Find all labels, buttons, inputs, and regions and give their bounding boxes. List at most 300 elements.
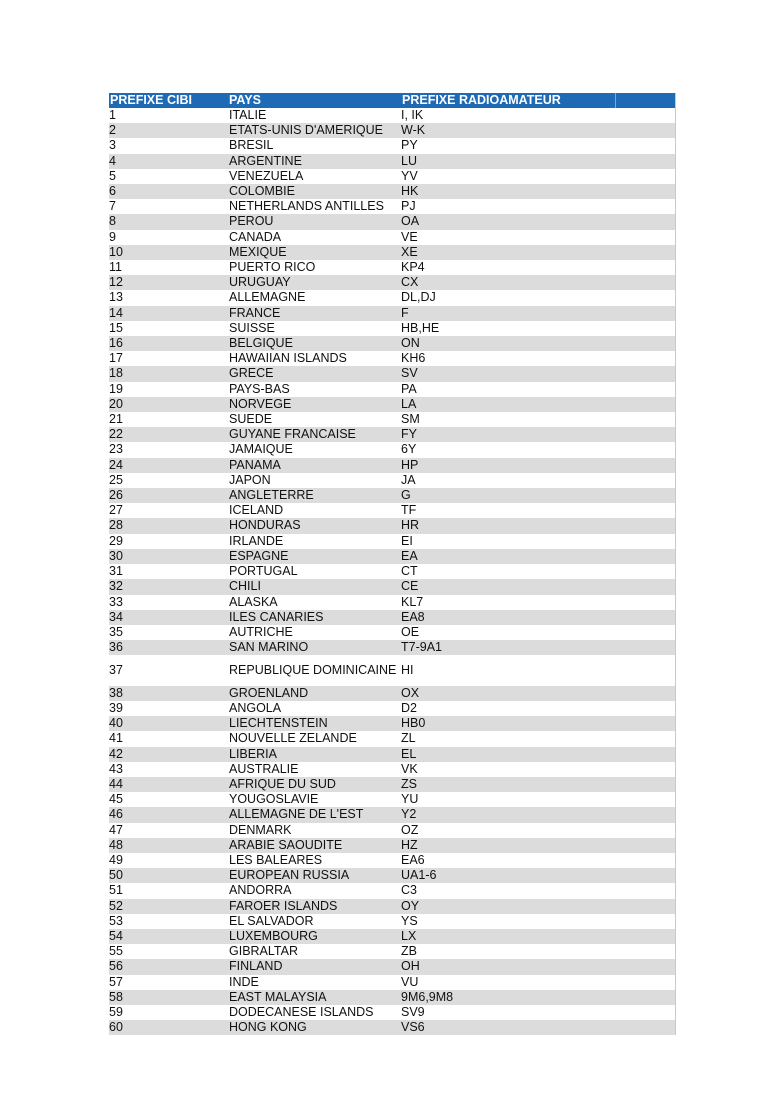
cell-pays: SUEDE (229, 412, 273, 427)
cell-prefixe-radioamateur: W-K (401, 123, 426, 138)
table-row (109, 883, 675, 898)
cell-prefixe-radioamateur: LX (401, 928, 417, 943)
cell-pays: ESPAGNE (229, 548, 289, 563)
cell-prefixe-cibi: 56 (109, 959, 123, 974)
cell-prefixe-radioamateur: T7-9A1 (401, 640, 442, 655)
table-row (109, 473, 675, 488)
cell-prefixe-radioamateur: OZ (401, 822, 419, 837)
cell-prefixe-cibi: 46 (109, 807, 123, 822)
cell-prefixe-cibi: 28 (109, 518, 123, 533)
cell-pays: GRECE (229, 366, 274, 381)
cell-prefixe-cibi: 19 (109, 381, 123, 396)
cell-prefixe-cibi: 5 (109, 168, 116, 183)
cell-empty (615, 412, 675, 427)
cell-prefixe-cibi: 60 (109, 1020, 123, 1035)
cell-prefixe-radioamateur: VU (401, 974, 419, 989)
cell-pays: NETHERLANDS ANTILLES (229, 199, 384, 214)
cell-pays: ILES CANARIES (229, 609, 324, 624)
cell-prefixe-cibi: 20 (109, 396, 123, 411)
cell-prefixe-radioamateur: HP (401, 457, 419, 472)
table-row (109, 184, 675, 199)
table-row (109, 199, 675, 214)
table-row (109, 701, 675, 716)
cell-prefixe-cibi: 13 (109, 290, 123, 305)
table-row (109, 154, 675, 169)
cell-empty (615, 397, 675, 412)
cell-empty (615, 944, 675, 959)
cell-prefixe-cibi: 49 (109, 852, 123, 867)
table-row (109, 899, 675, 914)
cell-prefixe-radioamateur: EA6 (401, 852, 425, 867)
cell-prefixe-cibi: 48 (109, 837, 123, 852)
table-row (109, 610, 675, 625)
cell-empty (615, 762, 675, 777)
cell-pays: ALASKA (229, 594, 278, 609)
prefix-table (109, 93, 675, 1035)
cell-empty (615, 959, 675, 974)
cell-prefixe-cibi: 50 (109, 868, 123, 883)
cell-empty (615, 731, 675, 746)
cell-empty (615, 290, 675, 305)
cell-empty (615, 230, 675, 245)
cell-pays: INDE (229, 974, 259, 989)
cell-empty (615, 1020, 675, 1035)
prefix-table-frame (109, 93, 676, 1035)
cell-prefixe-radioamateur: SM (401, 412, 420, 427)
cell-prefixe-radioamateur: YU (401, 792, 419, 807)
cell-empty (615, 214, 675, 229)
table-row (109, 488, 675, 503)
cell-prefixe-cibi: 22 (109, 427, 123, 442)
cell-prefixe-cibi: 8 (109, 214, 116, 229)
cell-prefixe-radioamateur: OE (401, 624, 420, 639)
cell-prefixe-cibi: 26 (109, 488, 123, 503)
table-row (109, 823, 675, 838)
cell-empty (615, 686, 675, 701)
cell-pays: HONDURAS (229, 518, 301, 533)
cell-pays: LIBERIA (229, 746, 277, 761)
cell-prefixe-radioamateur: OX (401, 685, 420, 700)
cell-pays: ALLEMAGNE DE L'EST (229, 807, 364, 822)
cell-prefixe-cibi: 27 (109, 503, 123, 518)
cell-empty (615, 777, 675, 792)
cell-pays: ICELAND (229, 503, 284, 518)
cell-pays: ALLEMAGNE (229, 290, 306, 305)
cell-prefixe-radioamateur: ZS (401, 776, 417, 791)
cell-prefixe-radioamateur: VS6 (401, 1020, 425, 1035)
cell-prefixe-cibi: 15 (109, 320, 123, 335)
table-row (109, 579, 675, 594)
table-row (109, 792, 675, 807)
cell-empty (615, 442, 675, 457)
header-empty-cell (615, 93, 675, 108)
cell-prefixe-radioamateur: VK (401, 761, 418, 776)
cell-pays: YOUGOSLAVIE (229, 792, 319, 807)
table-row (109, 807, 675, 822)
table-row (109, 518, 675, 533)
cell-prefixe-cibi: 21 (109, 412, 123, 427)
cell-pays: HONG KONG (229, 1020, 307, 1035)
cell-empty (615, 458, 675, 473)
cell-empty (615, 807, 675, 822)
cell-pays: ARABIE SAOUDITE (229, 837, 343, 852)
table-row (109, 412, 675, 427)
cell-prefixe-cibi: 38 (109, 685, 123, 700)
cell-prefixe-cibi: 30 (109, 548, 123, 563)
cell-empty (615, 610, 675, 625)
cell-prefixe-radioamateur: CE (401, 579, 419, 594)
cell-prefixe-radioamateur: KH6 (401, 351, 426, 366)
cell-empty (615, 138, 675, 153)
cell-prefixe-cibi: 42 (109, 746, 123, 761)
cell-prefixe-cibi: 45 (109, 792, 123, 807)
cell-prefixe-radioamateur: EL (401, 746, 417, 761)
cell-prefixe-radioamateur: KP4 (401, 260, 425, 275)
cell-pays: CANADA (229, 229, 282, 244)
cell-prefixe-cibi: 6 (109, 184, 116, 199)
cell-prefixe-cibi: 58 (109, 989, 123, 1004)
cell-prefixe-radioamateur: HK (401, 184, 419, 199)
table-row (109, 290, 675, 305)
table-row (109, 366, 675, 381)
cell-pays: LIECHTENSTEIN (229, 716, 328, 731)
cell-prefixe-cibi: 44 (109, 776, 123, 791)
cell-pays: PAYS-BAS (229, 381, 290, 396)
table-row (109, 640, 675, 655)
table-row (109, 762, 675, 777)
cell-empty (615, 975, 675, 990)
cell-empty (615, 549, 675, 564)
cell-prefixe-radioamateur: OY (401, 898, 420, 913)
cell-empty (615, 1005, 675, 1020)
table-row (109, 427, 675, 442)
table-row (109, 442, 675, 457)
table-row (109, 549, 675, 564)
cell-empty (615, 747, 675, 762)
cell-prefixe-cibi: 29 (109, 533, 123, 548)
cell-pays: AUSTRALIE (229, 761, 299, 776)
cell-prefixe-radioamateur: OA (401, 214, 420, 229)
cell-prefixe-cibi: 18 (109, 366, 123, 381)
cell-prefixe-radioamateur: I, IK (401, 108, 424, 122)
cell-prefixe-cibi: 36 (109, 640, 123, 655)
table-row (109, 214, 675, 229)
cell-pays: VENEZUELA (229, 168, 304, 183)
cell-prefixe-cibi: 9 (109, 229, 116, 244)
table-row (109, 975, 675, 990)
cell-empty (615, 853, 675, 868)
cell-prefixe-cibi: 23 (109, 442, 123, 457)
cell-empty (615, 108, 675, 123)
cell-prefixe-radioamateur: YS (401, 913, 418, 928)
cell-prefixe-radioamateur: D2 (401, 700, 417, 715)
cell-prefixe-radioamateur: DL,DJ (401, 290, 436, 305)
cell-pays: COLOMBIE (229, 184, 295, 199)
cell-empty (615, 929, 675, 944)
cell-prefixe-cibi: 32 (109, 579, 123, 594)
cell-pays: LUXEMBOURG (229, 928, 318, 943)
table-row (109, 868, 675, 883)
cell-prefixe-radioamateur: KL7 (401, 594, 424, 609)
table-row (109, 458, 675, 473)
cell-pays: AFRIQUE DU SUD (229, 776, 336, 791)
table-row (109, 503, 675, 518)
cell-empty (615, 169, 675, 184)
cell-empty (615, 518, 675, 533)
cell-pays: REPUBLIQUE DOMINICAINE (229, 662, 397, 677)
cell-prefixe-radioamateur: CT (401, 564, 418, 579)
table-row (109, 625, 675, 640)
cell-pays: CHILI (229, 579, 261, 594)
table-row (109, 321, 675, 336)
cell-prefixe-radioamateur: 6Y (401, 442, 417, 457)
cell-prefixe-cibi: 25 (109, 472, 123, 487)
table-row (109, 123, 675, 138)
cell-empty (615, 595, 675, 610)
table-row (109, 944, 675, 959)
cell-prefixe-cibi: 4 (109, 153, 116, 168)
cell-empty (615, 899, 675, 914)
cell-pays: JAPON (229, 472, 271, 487)
table-row (109, 716, 675, 731)
cell-pays: FRANCE (229, 305, 281, 320)
cell-pays: ARGENTINE (229, 153, 302, 168)
cell-pays: DODECANESE ISLANDS (229, 1004, 374, 1019)
cell-empty (615, 579, 675, 594)
table-row (109, 929, 675, 944)
table-row (109, 245, 675, 260)
cell-prefixe-radioamateur: G (401, 488, 411, 503)
cell-empty (615, 275, 675, 290)
cell-prefixe-radioamateur: 9M6,9M8 (401, 989, 454, 1004)
cell-prefixe-cibi: 33 (109, 594, 123, 609)
cell-prefixe-radioamateur: ON (401, 336, 420, 351)
cell-prefixe-cibi: 24 (109, 457, 123, 472)
cell-prefixe-radioamateur: HI (401, 662, 414, 677)
cell-pays: GUYANE FRANCAISE (229, 427, 356, 442)
table-row (109, 169, 675, 184)
cell-pays: DENMARK (229, 822, 292, 837)
cell-pays: BELGIQUE (229, 336, 293, 351)
header-prefixe-cibi: PREFIXE CIBI (110, 93, 192, 107)
cell-prefixe-cibi: 53 (109, 913, 123, 928)
table-row (109, 655, 675, 685)
cell-prefixe-cibi: 40 (109, 716, 123, 731)
cell-pays: FAROER ISLANDS (229, 898, 338, 913)
cell-prefixe-cibi: 41 (109, 731, 123, 746)
table-row (109, 564, 675, 579)
cell-prefixe-cibi: 52 (109, 898, 123, 913)
cell-prefixe-cibi: 37 (109, 662, 123, 677)
cell-prefixe-radioamateur: CX (401, 275, 419, 290)
table-body (109, 108, 675, 1035)
cell-prefixe-cibi: 2 (109, 123, 116, 138)
cell-prefixe-radioamateur: JA (401, 472, 416, 487)
cell-prefixe-radioamateur: LA (401, 396, 417, 411)
cell-pays: NOUVELLE ZELANDE (229, 731, 357, 746)
cell-pays: SUISSE (229, 320, 275, 335)
cell-empty (615, 351, 675, 366)
cell-empty (615, 199, 675, 214)
cell-empty (615, 382, 675, 397)
cell-empty (615, 245, 675, 260)
cell-pays: EUROPEAN RUSSIA (229, 868, 350, 883)
cell-pays: ANGOLA (229, 700, 282, 715)
cell-empty (615, 336, 675, 351)
table-row (109, 595, 675, 610)
table-row (109, 534, 675, 549)
cell-empty (615, 260, 675, 275)
cell-prefixe-cibi: 17 (109, 351, 123, 366)
table-row (109, 914, 675, 929)
cell-prefixe-cibi: 39 (109, 700, 123, 715)
cell-empty (615, 823, 675, 838)
cell-prefixe-radioamateur: VE (401, 229, 418, 244)
cell-pays: HAWAIIAN ISLANDS (229, 351, 347, 366)
table-row (109, 397, 675, 412)
cell-empty (615, 701, 675, 716)
table-row (109, 138, 675, 153)
cell-pays: EAST MALAYSIA (229, 989, 327, 1004)
cell-prefixe-cibi: 16 (109, 336, 123, 351)
cell-pays: NORVEGE (229, 396, 292, 411)
cell-empty (615, 427, 675, 442)
cell-prefixe-radioamateur: HB,HE (401, 320, 440, 335)
table-row (109, 959, 675, 974)
cell-prefixe-radioamateur: HR (401, 518, 420, 533)
cell-pays: GIBRALTAR (229, 944, 298, 959)
cell-pays: ANGLETERRE (229, 488, 314, 503)
cell-pays: PANAMA (229, 457, 281, 472)
header-prefixe-radioamateur: PREFIXE RADIOAMATEUR (402, 93, 561, 107)
cell-prefixe-cibi: 3 (109, 138, 116, 153)
cell-pays: BRESIL (229, 138, 274, 153)
cell-pays: AUTRICHE (229, 624, 293, 639)
cell-prefixe-radioamateur: SV9 (401, 1004, 425, 1019)
cell-prefixe-cibi: 35 (109, 624, 123, 639)
cell-pays: PORTUGAL (229, 564, 298, 579)
cell-prefixe-cibi: 10 (109, 244, 123, 259)
cell-pays: LES BALEARES (229, 852, 323, 867)
cell-pays: FINLAND (229, 959, 283, 974)
table-row (109, 382, 675, 397)
header-row (109, 93, 675, 108)
cell-prefixe-cibi: 51 (109, 883, 123, 898)
cell-empty (615, 534, 675, 549)
cell-empty (615, 184, 675, 199)
table-row (109, 306, 675, 321)
table-row (109, 230, 675, 245)
cell-prefixe-cibi: 43 (109, 761, 123, 776)
cell-prefixe-cibi: 31 (109, 564, 123, 579)
cell-pays: ANDORRA (229, 883, 292, 898)
table-row (109, 1005, 675, 1020)
cell-prefixe-cibi: 7 (109, 199, 116, 214)
cell-prefixe-radioamateur: FY (401, 427, 417, 442)
cell-prefixe-radioamateur: ZB (401, 944, 417, 959)
cell-prefixe-radioamateur: Y2 (401, 807, 417, 822)
cell-pays: JAMAIQUE (229, 442, 293, 457)
table-row (109, 686, 675, 701)
cell-empty (615, 321, 675, 336)
cell-prefixe-cibi: 34 (109, 609, 123, 624)
cell-pays: ETATS-UNIS D'AMERIQUE (229, 123, 384, 138)
table-row (109, 838, 675, 853)
table-row (109, 336, 675, 351)
cell-empty (615, 306, 675, 321)
cell-prefixe-radioamateur: YV (401, 168, 418, 183)
table-row (109, 260, 675, 275)
cell-prefixe-radioamateur: HB0 (401, 716, 426, 731)
cell-prefixe-radioamateur: SV (401, 366, 418, 381)
cell-prefixe-radioamateur: LU (401, 153, 417, 168)
cell-prefixe-radioamateur: F (401, 305, 409, 320)
table-row (109, 990, 675, 1005)
cell-prefixe-cibi: 55 (109, 944, 123, 959)
cell-pays: ITALIE (229, 108, 267, 122)
cell-empty (615, 625, 675, 640)
cell-prefixe-cibi: 1 (109, 108, 116, 122)
cell-prefixe-cibi: 12 (109, 275, 123, 290)
cell-pays: EL SALVADOR (229, 913, 314, 928)
table-header (109, 93, 675, 108)
table-row (109, 731, 675, 746)
cell-prefixe-cibi: 57 (109, 974, 123, 989)
cell-empty (615, 154, 675, 169)
cell-prefixe-cibi: 47 (109, 822, 123, 837)
cell-pays: GROENLAND (229, 685, 309, 700)
cell-prefixe-radioamateur: EA8 (401, 609, 425, 624)
cell-empty (615, 503, 675, 518)
cell-empty (615, 716, 675, 731)
cell-prefixe-radioamateur: PA (401, 381, 417, 396)
cell-prefixe-cibi: 14 (109, 305, 123, 320)
cell-empty (615, 564, 675, 579)
cell-pays: URUGUAY (229, 275, 291, 290)
cell-prefixe-radioamateur: HZ (401, 837, 418, 852)
cell-prefixe-radioamateur: UA1-6 (401, 868, 437, 883)
cell-empty (615, 883, 675, 898)
table-row (109, 1020, 675, 1035)
cell-pays: IRLANDE (229, 533, 284, 548)
table-row (109, 108, 675, 123)
table-row (109, 777, 675, 792)
cell-prefixe-radioamateur: XE (401, 244, 418, 259)
table-row (109, 747, 675, 762)
cell-empty (615, 488, 675, 503)
cell-empty (615, 914, 675, 929)
cell-empty (615, 123, 675, 138)
cell-empty (615, 655, 675, 685)
cell-empty (615, 640, 675, 655)
cell-prefixe-radioamateur: C3 (401, 883, 417, 898)
table-row (109, 351, 675, 366)
cell-empty (615, 792, 675, 807)
cell-empty (615, 366, 675, 381)
table-row (109, 853, 675, 868)
cell-prefixe-radioamateur: EA (401, 548, 418, 563)
cell-prefixe-radioamateur: TF (401, 503, 417, 518)
cell-prefixe-cibi: 59 (109, 1004, 123, 1019)
table-row (109, 275, 675, 290)
cell-empty (615, 473, 675, 488)
header-pays: PAYS (229, 93, 261, 107)
cell-prefixe-radioamateur: EI (401, 533, 413, 548)
cell-empty (615, 838, 675, 853)
cell-prefixe-radioamateur: PJ (401, 199, 416, 214)
cell-prefixe-radioamateur: ZL (401, 731, 416, 746)
cell-prefixe-radioamateur: OH (401, 959, 420, 974)
